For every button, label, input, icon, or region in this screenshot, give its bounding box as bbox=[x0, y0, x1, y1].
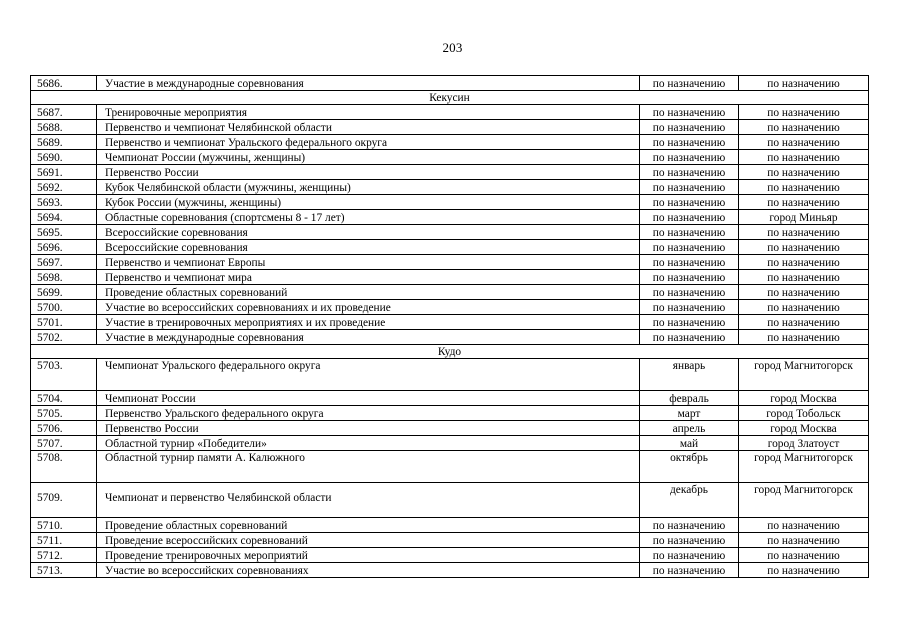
event-place: город Златоуст bbox=[739, 436, 869, 451]
event-date: по назначению bbox=[640, 270, 739, 285]
event-name: Первенство России bbox=[97, 421, 640, 436]
event-place: по назначению bbox=[739, 165, 869, 180]
event-place: по назначению bbox=[739, 270, 869, 285]
event-name: Областные соревнования (спортсмены 8 - 17 лет) bbox=[97, 210, 640, 225]
event-place: по назначению bbox=[739, 255, 869, 270]
event-date: март bbox=[640, 406, 739, 421]
event-date: по назначению bbox=[640, 548, 739, 563]
row-number: 5698. bbox=[31, 270, 97, 285]
event-date: декабрь bbox=[640, 483, 739, 518]
table-row bbox=[31, 270, 869, 285]
event-place: по назначению bbox=[739, 105, 869, 120]
table-row bbox=[31, 315, 869, 330]
section-header-row bbox=[31, 345, 869, 359]
table-row bbox=[31, 195, 869, 210]
event-date: по назначению bbox=[640, 76, 739, 91]
row-number: 5706. bbox=[31, 421, 97, 436]
row-number: 5709. bbox=[31, 483, 97, 518]
event-place: по назначению bbox=[739, 195, 869, 210]
table-row bbox=[31, 483, 869, 518]
event-place: город Москва bbox=[739, 421, 869, 436]
event-place: по назначению bbox=[739, 285, 869, 300]
event-name: Первенство и чемпионат Европы bbox=[97, 255, 640, 270]
event-name: Первенство и чемпионат Челябинской области bbox=[97, 120, 640, 135]
events-table-body bbox=[31, 76, 869, 578]
row-number: 5702. bbox=[31, 330, 97, 345]
event-place: город Тобольск bbox=[739, 406, 869, 421]
event-date: по назначению bbox=[640, 315, 739, 330]
table-row bbox=[31, 225, 869, 240]
event-name: Участие в международные соревнования bbox=[97, 76, 640, 91]
event-date: апрель bbox=[640, 421, 739, 436]
section-title: Кекусин bbox=[31, 91, 869, 105]
event-name: Областной турнир «Победители» bbox=[97, 436, 640, 451]
section-title: Кудо bbox=[31, 345, 869, 359]
table-row bbox=[31, 76, 869, 91]
event-date: по назначению bbox=[640, 285, 739, 300]
row-number: 5704. bbox=[31, 391, 97, 406]
event-name: Всероссийские соревнования bbox=[97, 225, 640, 240]
row-number: 5686. bbox=[31, 76, 97, 91]
table-row bbox=[31, 436, 869, 451]
event-date: по назначению bbox=[640, 105, 739, 120]
event-place: по назначению bbox=[739, 240, 869, 255]
table-row bbox=[31, 165, 869, 180]
table-row bbox=[31, 518, 869, 533]
event-name: Первенство и чемпионат Уральского федерального округа bbox=[97, 135, 640, 150]
table-row bbox=[31, 533, 869, 548]
row-number: 5688. bbox=[31, 120, 97, 135]
row-number: 5711. bbox=[31, 533, 97, 548]
event-date: январь bbox=[640, 359, 739, 391]
table-row bbox=[31, 451, 869, 483]
table-row bbox=[31, 563, 869, 578]
event-name: Чемпионат России bbox=[97, 391, 640, 406]
section-header-row bbox=[31, 91, 869, 105]
row-number: 5697. bbox=[31, 255, 97, 270]
page-number: 203 bbox=[442, 40, 463, 55]
event-date: по назначению bbox=[640, 255, 739, 270]
event-name: Проведение областных соревнований bbox=[97, 285, 640, 300]
event-name: Проведение тренировочных мероприятий bbox=[97, 548, 640, 563]
row-number: 5713. bbox=[31, 563, 97, 578]
table-row bbox=[31, 240, 869, 255]
event-date: по назначению bbox=[640, 300, 739, 315]
event-place: город Москва bbox=[739, 391, 869, 406]
event-place: по назначению bbox=[739, 563, 869, 578]
row-number: 5694. bbox=[31, 210, 97, 225]
event-date: по назначению bbox=[640, 150, 739, 165]
event-date: октябрь bbox=[640, 451, 739, 483]
event-place: по назначению bbox=[739, 518, 869, 533]
row-number: 5692. bbox=[31, 180, 97, 195]
event-date: по назначению bbox=[640, 225, 739, 240]
event-name: Проведение всероссийских соревнований bbox=[97, 533, 640, 548]
event-date: по назначению bbox=[640, 120, 739, 135]
table-row bbox=[31, 300, 869, 315]
event-date: по назначению bbox=[640, 165, 739, 180]
event-date: по назначению bbox=[640, 330, 739, 345]
event-place: по назначению bbox=[739, 150, 869, 165]
event-date: по назначению bbox=[640, 135, 739, 150]
row-number: 5707. bbox=[31, 436, 97, 451]
row-number: 5696. bbox=[31, 240, 97, 255]
table-row bbox=[31, 285, 869, 300]
event-place: по назначению bbox=[739, 135, 869, 150]
event-name: Чемпионат Уральского федерального округа bbox=[97, 359, 640, 391]
row-number: 5712. bbox=[31, 548, 97, 563]
row-number: 5699. bbox=[31, 285, 97, 300]
table-row bbox=[31, 135, 869, 150]
event-name: Участие в тренировочных мероприятиях и их проведение bbox=[97, 315, 640, 330]
event-place: по назначению bbox=[739, 225, 869, 240]
event-date: по назначению bbox=[640, 210, 739, 225]
events-table bbox=[30, 75, 869, 578]
table-row bbox=[31, 210, 869, 225]
event-place: по назначению bbox=[739, 180, 869, 195]
row-number: 5691. bbox=[31, 165, 97, 180]
table-row bbox=[31, 255, 869, 270]
event-name: Участие во всероссийских соревнованиях bbox=[97, 563, 640, 578]
event-place: по назначению bbox=[739, 120, 869, 135]
event-name: Участие в международные соревнования bbox=[97, 330, 640, 345]
row-number: 5689. bbox=[31, 135, 97, 150]
table-row bbox=[31, 406, 869, 421]
event-place: по назначению bbox=[739, 548, 869, 563]
event-name: Участие во всероссийских соревнованиях и их проведение bbox=[97, 300, 640, 315]
row-number: 5710. bbox=[31, 518, 97, 533]
event-name: Всероссийские соревнования bbox=[97, 240, 640, 255]
event-date: по назначению bbox=[640, 195, 739, 210]
event-name: Проведение областных соревнований bbox=[97, 518, 640, 533]
event-date: май bbox=[640, 436, 739, 451]
row-number: 5700. bbox=[31, 300, 97, 315]
event-place: по назначению bbox=[739, 315, 869, 330]
event-name: Тренировочные мероприятия bbox=[97, 105, 640, 120]
row-number: 5695. bbox=[31, 225, 97, 240]
table-row bbox=[31, 180, 869, 195]
event-date: по назначению bbox=[640, 533, 739, 548]
event-name: Чемпионат России (мужчины, женщины) bbox=[97, 150, 640, 165]
event-name: Областной турнир памяти А. Калюжного bbox=[97, 451, 640, 483]
row-number: 5705. bbox=[31, 406, 97, 421]
event-name: Кубок России (мужчины, женщины) bbox=[97, 195, 640, 210]
row-number: 5701. bbox=[31, 315, 97, 330]
event-name: Кубок Челябинской области (мужчины, женщины) bbox=[97, 180, 640, 195]
event-name: Первенство России bbox=[97, 165, 640, 180]
event-place: по назначению bbox=[739, 330, 869, 345]
event-place: город Магнитогорск bbox=[739, 359, 869, 391]
event-place: город Миньяр bbox=[739, 210, 869, 225]
event-place: город Магнитогорск bbox=[739, 483, 869, 518]
table-row bbox=[31, 421, 869, 436]
event-date: февраль bbox=[640, 391, 739, 406]
row-number: 5687. bbox=[31, 105, 97, 120]
table-row bbox=[31, 105, 869, 120]
table-row bbox=[31, 391, 869, 406]
row-number: 5693. bbox=[31, 195, 97, 210]
event-place: город Магнитогорск bbox=[739, 451, 869, 483]
table-row bbox=[31, 150, 869, 165]
event-date: по назначению bbox=[640, 518, 739, 533]
table-row bbox=[31, 359, 869, 391]
event-name: Чемпионат и первенство Челябинской области bbox=[97, 483, 640, 518]
event-date: по назначению bbox=[640, 240, 739, 255]
row-number: 5703. bbox=[31, 359, 97, 391]
event-place: по назначению bbox=[739, 300, 869, 315]
event-place: по назначению bbox=[739, 76, 869, 91]
event-date: по назначению bbox=[640, 563, 739, 578]
event-date: по назначению bbox=[640, 180, 739, 195]
event-name: Первенство Уральского федерального округа bbox=[97, 406, 640, 421]
table-row bbox=[31, 548, 869, 563]
table-row bbox=[31, 120, 869, 135]
event-place: по назначению bbox=[739, 533, 869, 548]
event-name: Первенство и чемпионат мира bbox=[97, 270, 640, 285]
row-number: 5708. bbox=[31, 451, 97, 483]
table-row bbox=[31, 330, 869, 345]
row-number: 5690. bbox=[31, 150, 97, 165]
